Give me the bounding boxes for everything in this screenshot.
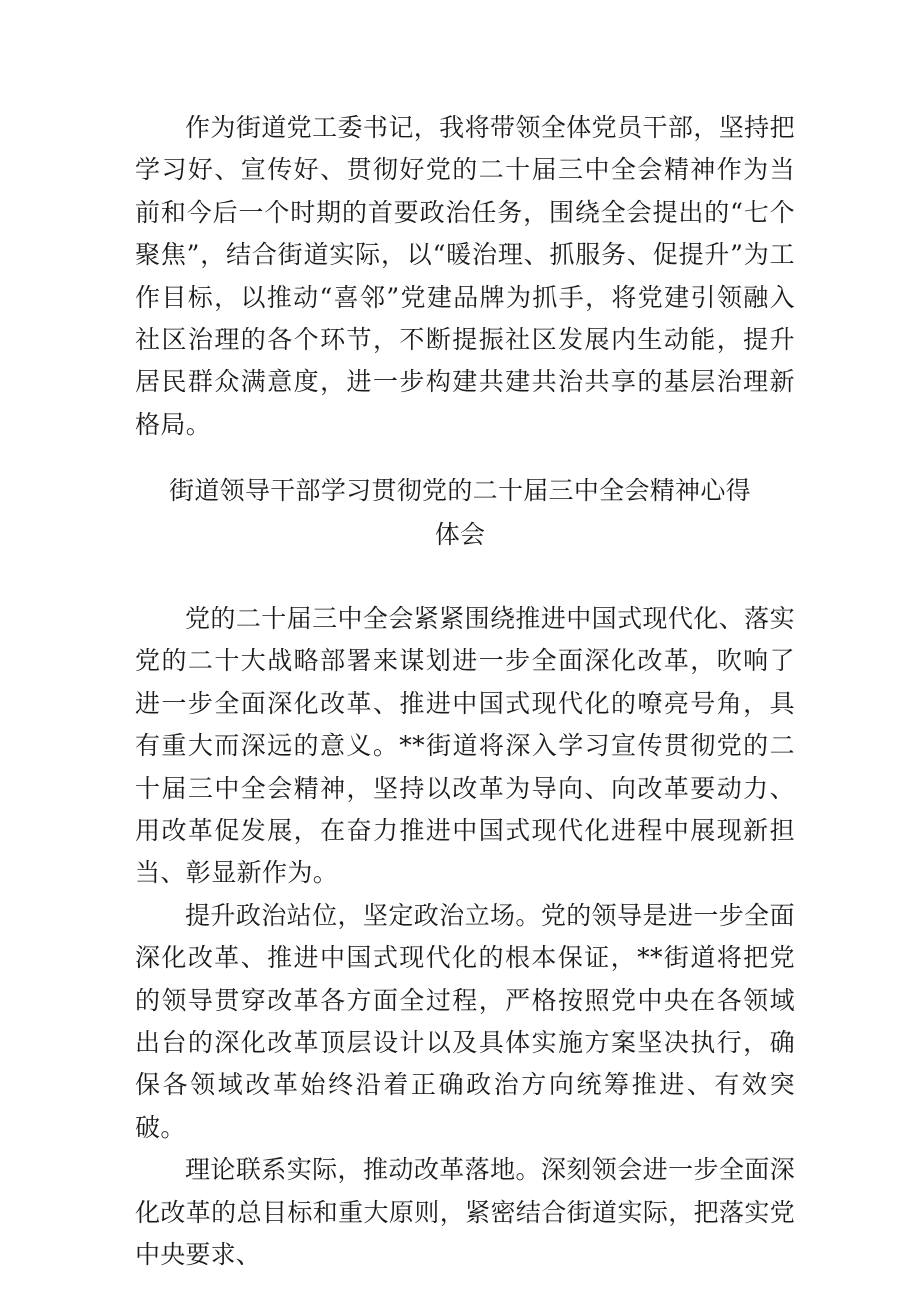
body-paragraph: 提升政治站位，坚定政治立场。党的领导是进一步全面深化改革、推进中国式现代化的根本保证，**街道将把党的领导贯穿改革各方面全过程，严格按照党中央在各领域出台的深化改革顶层设计以及具体实施方案坚决执行，确保各领域改革始终沿着正确政治方向统筹推进、有效突破。	[135, 900, 795, 1142]
intro-paragraph: 作为街道党工委书记，我将带领全体党员干部，坚持把学习好、宣传好、贯彻好党的二十届三中全会精神作为当前和今后一个时期的首要政治任务，围绕全会提出的“七个聚焦”，结合街道实际，以“暖治理、抓服务、促提升”为工作目标，以推动“喜邻”党建品牌为抓手，将党建引领融入社区治理的各个环节，不断提振社区发展内生动能，提升居民群众满意度，进一步构建共建共治共享的基层治理新格局。	[135, 113, 795, 439]
article-title-line-2: 体会	[434, 520, 486, 549]
article-title	[150, 469, 770, 557]
article-body	[135, 598, 795, 1277]
article-title-line-1: 街道领导干部学习贯彻党的二十届三中全会精神心得	[169, 476, 751, 505]
body-paragraph: 党的二十届三中全会紧紧围绕推进中国式现代化、落实党的二十大战略部署来谋划进一步全面深化改革，吹响了进一步全面深化改革、推进中国式现代化的嘹亮号角，具有重大而深远的意义。**街道将深入学习宣传贯彻党的二十届三中全会精神，坚持以改革为导向、向改革要动力、用改革促发展，在奋力推进中国式现代化进程中展现新担当、彰显新作为。	[135, 604, 795, 888]
intro-section	[135, 107, 795, 446]
body-paragraph: 理论联系实际，推动改革落地。深刻领会进一步全面深化改革的总目标和重大原则，紧密结合街道实际，把落实党中央要求、	[135, 1155, 795, 1270]
